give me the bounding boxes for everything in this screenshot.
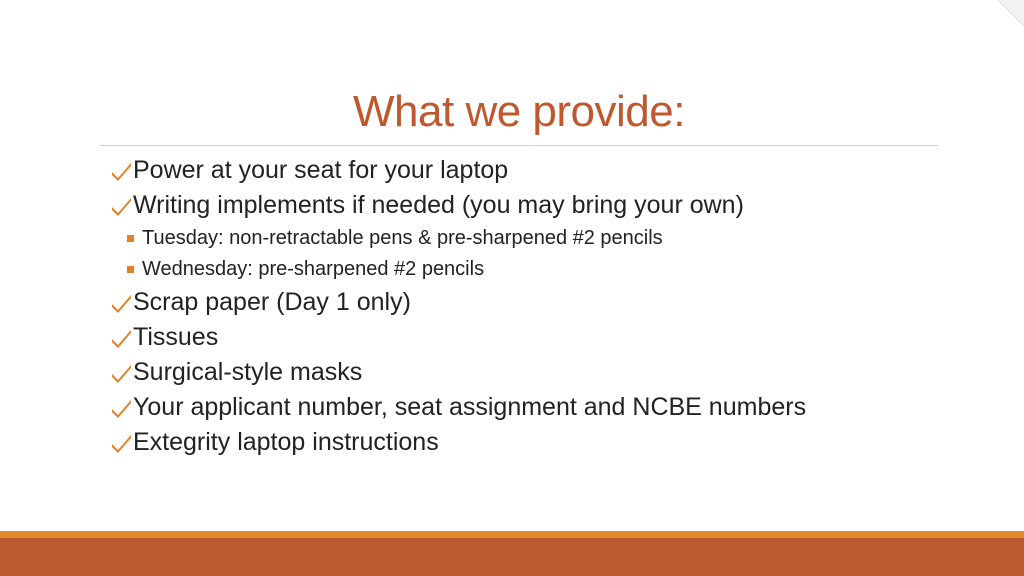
- checkmark-icon: [110, 432, 133, 454]
- checkmark-icon: [110, 195, 133, 217]
- checkmark-icon: [110, 160, 133, 182]
- sub-list-item: [110, 223, 930, 254]
- list-item: [110, 355, 930, 390]
- sub-list-item-text: Tuesday: non-retractable pens & pre-sharpened #2 pencils: [142, 227, 663, 249]
- sub-list-item: [110, 254, 930, 285]
- footer-accent-bar: [0, 531, 1024, 538]
- list-item-text: Surgical-style masks: [133, 358, 363, 386]
- list-item-text: Writing implements if needed (you may bring your own): [133, 191, 744, 219]
- list-item: [110, 188, 930, 223]
- list-item-text: Power at your seat for your laptop: [133, 156, 509, 184]
- list-item-text: Tissues: [133, 323, 219, 351]
- list-item: [110, 320, 930, 355]
- list-item-text: Extegrity laptop instructions: [133, 428, 439, 456]
- sub-list-item-text: Wednesday: pre-sharpened #2 pencils: [142, 258, 485, 280]
- checkmark-icon: [110, 292, 133, 314]
- checkmark-icon: [110, 327, 133, 349]
- list-item: [110, 153, 930, 188]
- checkmark-icon: [110, 362, 133, 384]
- list-item-text: Scrap paper (Day 1 only): [133, 288, 411, 316]
- title-divider: [100, 145, 938, 146]
- checkmark-icon: [110, 397, 133, 419]
- square-bullet-icon: [127, 266, 134, 273]
- list-item: [110, 285, 930, 320]
- list-item: [110, 390, 930, 425]
- slide-title: What we provide:: [353, 87, 685, 136]
- list-item: [110, 425, 930, 460]
- square-bullet-icon: [127, 235, 134, 242]
- list-item-text: Your applicant number, seat assignment and NCBE numbers: [133, 393, 807, 421]
- footer-bar: [0, 538, 1024, 576]
- bullet-list: [110, 153, 930, 460]
- corner-decoration-icon: [998, 0, 1024, 26]
